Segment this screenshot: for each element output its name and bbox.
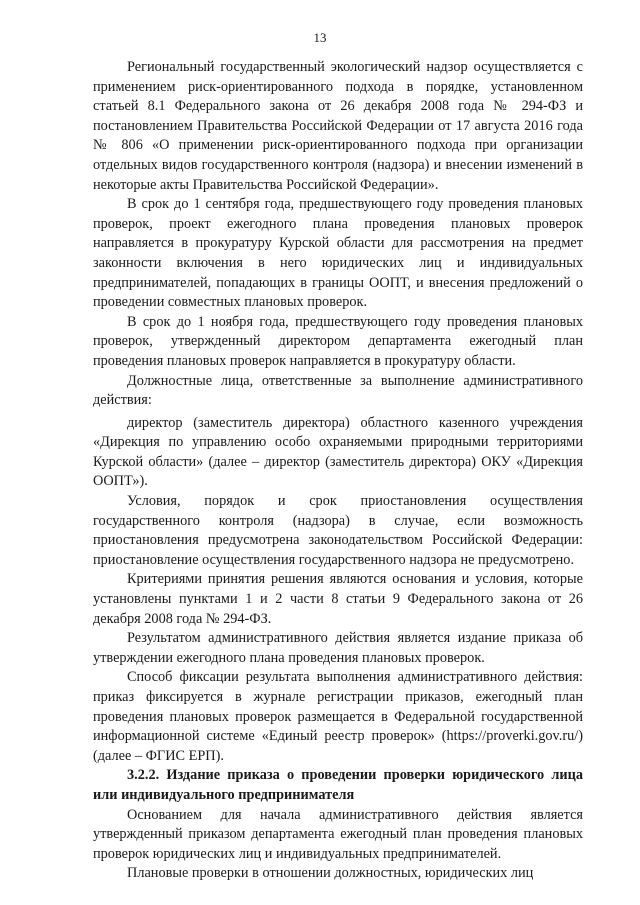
paragraph: Региональный государственный экологический надзор осуществляется с применением риск-ориентированного подхода в порядке, установленном статьей 8.1 Федерального закона от 26 декабря 2008 года № 294-ФЗ и постановлением Правительства Российской Федерации от 17 августа 2016 года № 806 «О применении риск-ориентированного подхода при организации отдельных видов государственного контроля (надзора) и внесении изменений в некоторые акты Правительства Российской Федерации». xyxy=(93,59,583,193)
paragraph: Основанием для начала административного действия является утвержденный приказом департамента ежегодный план проведения плановых проверок юридических лиц и индивидуальных предпринимателей. xyxy=(93,806,583,862)
paragraph: Критериями принятия решения являются основания и условия, которые установлены пунктами 1 и 2 части 8 статьи 9 Федерального закона от 26 декабря 2008 года № 294-ФЗ. xyxy=(93,571,583,627)
page-number: 13 xyxy=(313,30,327,45)
paragraph: Плановые проверки в отношении должностных, юридических лиц xyxy=(127,865,534,882)
paragraph: директор (заместитель директора) областного казенного учреждения «Дирекция по управлению особо охраняемыми природными территориями Курской области» (далее – директор (заместитель директора) ОКУ «Дирекция ООПТ»). xyxy=(93,414,583,490)
paragraph: В срок до 1 сентября года, предшествующего году проведения плановых проверок, проект ежегодного плана проведения плановых проверок направляется в прокуратуру Курской области для рассмотрения на предмет законности включения в него юридических лиц и индивидуальных предпринимателей, попадающих в границы ООПТ, и внесения предложений о проведении совместных плановых проверок. xyxy=(93,196,583,311)
paragraph: Способ фиксации результата выполнения административного действия: приказ фиксируется в журнале регистрации приказов, ежегодный план проведения плановых проверок размещается в Федеральной государственной информационной системе «Единый реестр проверок» (https://proverki.gov.ru/) (далее – ФГИС ЕРП). xyxy=(93,669,583,764)
paragraph: Должностные лица, ответственные за выполнение административного действия: xyxy=(93,372,583,409)
paragraph: В срок до 1 ноября года, предшествующего году проведения плановых проверок, утвержденный директором департамента ежегодный план проведения плановых проверок направляется в прокуратуру области. xyxy=(93,313,583,369)
paragraph: Условия, порядок и срок приостановления осуществления государственного контроля (надзора) в случае, если возможность приостановления предусмотрена законодательством Российской Федерации: приостановление осуществления государственного надзора не предусмотрено. xyxy=(93,493,583,568)
document-body xyxy=(93,58,583,884)
section-heading: 3.2.2. Издание приказа о проведении проверки юридического лица или индивидуального предпринимателя xyxy=(93,767,583,803)
paragraph: Результатом административного действия является издание приказа об утверждении ежегодного плана проведения плановых проверок. xyxy=(93,630,583,666)
